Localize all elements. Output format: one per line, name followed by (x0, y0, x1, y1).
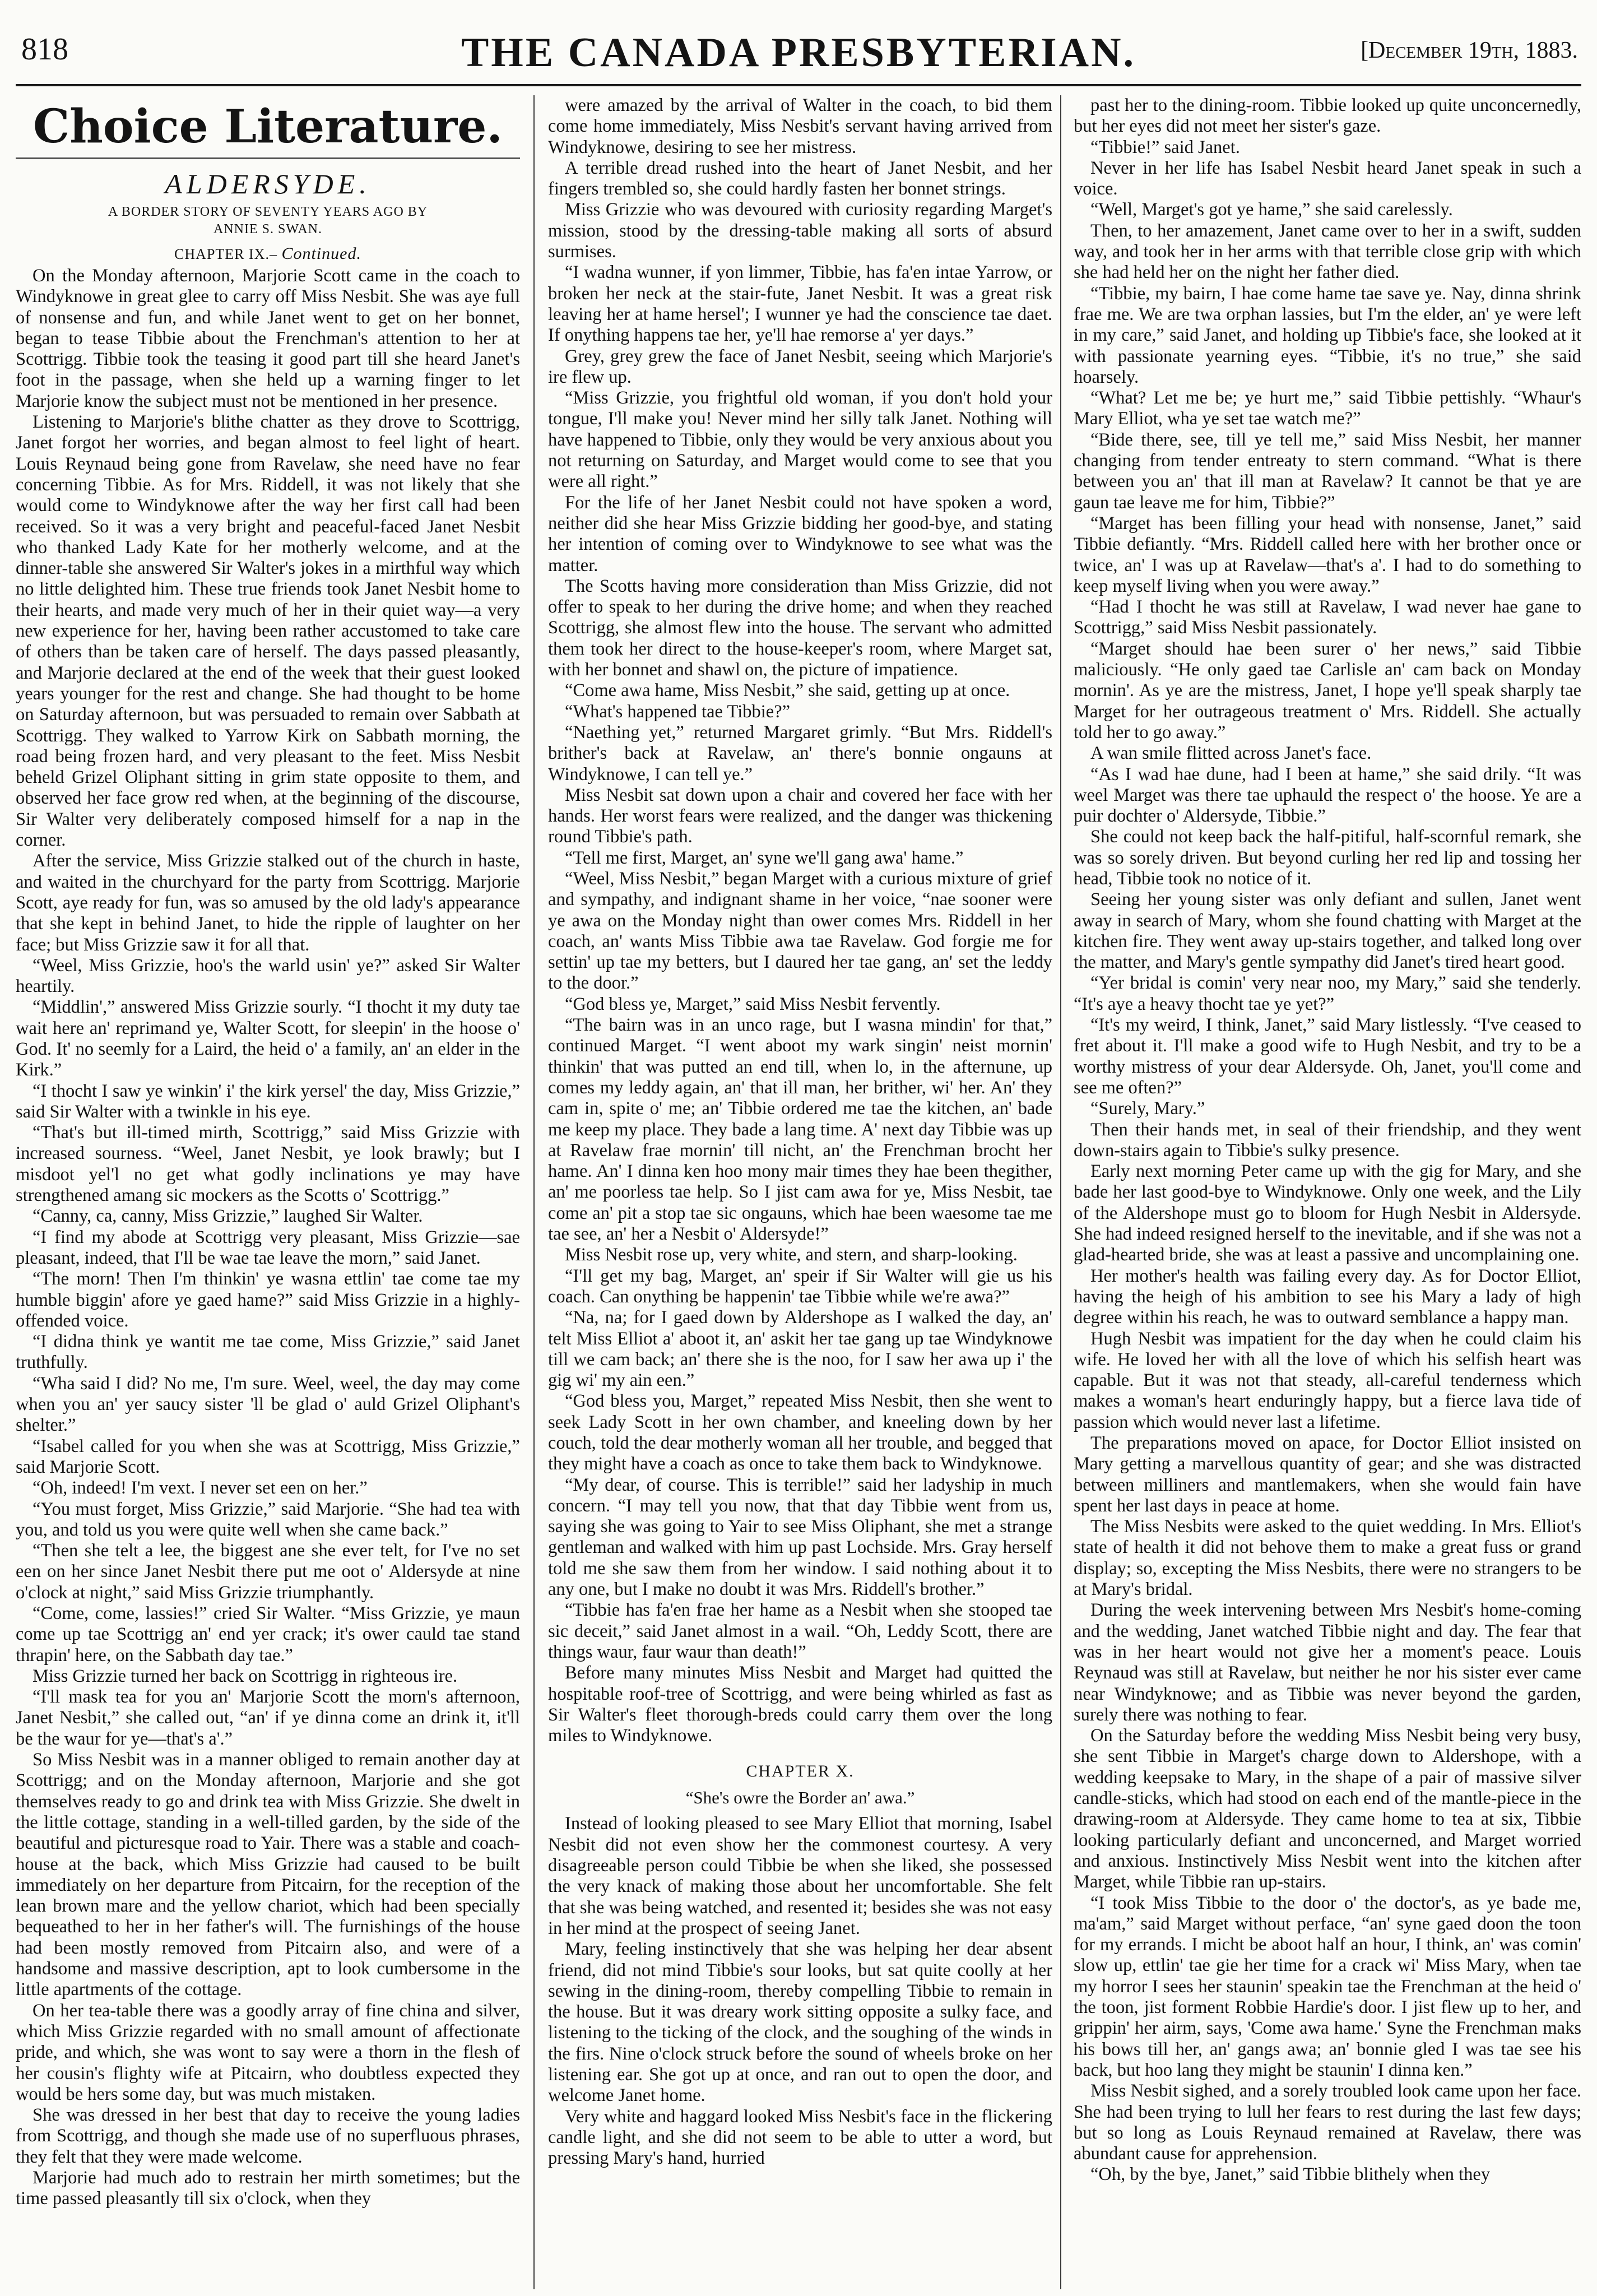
paragraph: “I thocht I saw ye winkin' i' the kirk yersel' the day, Miss Grizzie,” said Sir Walter with a twinkle in his eye. (16, 1080, 520, 1122)
story-subtitle: A BORDER STORY OF SEVENTY YEARS AGO BY (108, 205, 428, 219)
paragraph: “Had I thocht he was still at Ravelaw, I wad never hae gane to Scottrigg,” said Miss Nesbit passionately. (1074, 597, 1581, 638)
paragraph: “Weel, Miss Nesbit,” began Marget with a curious mixture of grief and sympathy, and indignant shame in her voice, “nae sooner were ye awa on the Monday night than ower comes Mrs. Riddell in her coach, an' wants Miss Tibbie awa tae Ravelaw. God forgie me for settin' up tae my betters, but I daured her tae gang, an' set the leddy to the door.” (548, 868, 1052, 994)
column-2 (548, 95, 1052, 2289)
column-body (16, 266, 520, 2210)
paragraph: “My dear, of course. This is terrible!” said her ladyship in much concern. “I may tell you now, that that day Tibbie went from us, saying she was going to Yair to see Miss Oliphant, she met a strange gentleman and walked with him up past Lochside. Mrs. Gray herself told me she saw them from her window. I said nothing about it to any one, but I make no doubt it was Mrs. Riddell's brother.” (548, 1474, 1052, 1600)
paragraph: The preparations moved on apace, for Doctor Elliot insisted on Mary getting a marvellous quantity of gear; and she was distracted between milliners and mantlemakers, when she would fain have spent her last days in peace at home. (1074, 1433, 1581, 1516)
paragraph: The Scotts having more consideration than Miss Grizzie, did not offer to speak to her during the drive home; and when they reached Scottrigg, she almost flew into the house. The servant who admitted them took her direct to the house-keeper's room, where Marget sat, with her bonnet and shawl on, the picture of impatience. (548, 576, 1052, 680)
paragraph: “Isabel called for you when she was at Scottrigg, Miss Grizzie,” said Marjorie Scott. (16, 1436, 520, 1477)
column-body (548, 1813, 1052, 2169)
paragraph: “I didna think ye wantit me tae come, Miss Grizzie,” said Janet truthfully. (16, 1332, 520, 1373)
paragraph: “Tibbie, my bairn, I hae come hame tae save ye. Nay, dinna shrink frae me. We are twa orphan lassies, but I'm the elder, an' ye were left in my care,” said Janet, and holding up Tibbie's face, she looked at it with passionate yearning eyes. “Tibbie, it's no true,” she said hoarsely. (1074, 283, 1581, 387)
paragraph: Early next morning Peter came up with the gig for Mary, and she bade her last good-bye to Windyknowe. Only one week, and the Lily of the Aldershope must go to bloom for Hugh Nesbit in Aldersyde. She had indeed resigned herself to the inevitable, and if she was not a glad-hearted bride, she was at least a passive and uncomplaining one. (1074, 1161, 1581, 1265)
paragraph: Her mother's health was failing every day. As for Doctor Elliot, having the heigh of his ambition to see his Mary a lady of high degree within his reach, he was to outward semblance a happy man. (1074, 1265, 1581, 1328)
paragraph: Miss Nesbit rose up, very white, and stern, and sharp-looking. (565, 1245, 1018, 1265)
paragraph: “Well, Marget's got ye hame,” she said carelessly. (1090, 200, 1453, 220)
paragraph: Before many minutes Miss Nesbit and Marget had quitted the hospitable roof-tree of Scottrigg, and were being whirled as fast as Sir Walter's fleet thorough-breds could carry them over the long miles to Windyknowe. (548, 1663, 1052, 1746)
paragraph: “It's my weird, I think, Janet,” said Mary listlessly. “I've ceased to fret about it. I'll make a good wife to Hugh Nesbit, and try to be a worthy mistress of your dear Aldersyde. Oh, Janet, you'll come and see me often?” (1074, 1015, 1581, 1098)
paragraph: “Bide there, see, till ye tell me,” said Miss Nesbit, her manner changing from tender entreaty to stern command. “What is there between you an' that ill man at Ravelaw? It cannot be that ye are gaun tae leave me for him, Tibbie?” (1074, 429, 1581, 513)
paragraph: “Weel, Miss Grizzie, hoo's the warld usin' ye?” asked Sir Walter heartily. (16, 955, 520, 997)
paragraph: “You must forget, Miss Grizzie,” said Marjorie. “She had tea with you, and told us you were quite well when she came back.” (16, 1499, 520, 1540)
paragraph: So Miss Nesbit was in a manner obliged to remain another day at Scottrigg; and on the Monday afternoon, Marjorie and she got themselves ready to go and drink tea with Miss Grizzie. She dwelt in the little cottage, standing in a well-tilled garden, by the side of the beautiful and picturesque road to Yair. There was a stable and coach-house at the back, which Miss Grizzie had caused to be built immediately on her departure from Pitcairn, for the reception of the lean brown mare and the yellow chariot, which had been specially bequeathed to her in her father's will. The furnishings of the house had been mostly removed from Pitcairn also, and were of a handsome and massive description, apt to look cumbersome in the little apartments of the cottage. (16, 1750, 520, 2000)
paragraph: Very white and haggard looked Miss Nesbit's face in the flickering candle light, and she did not seem to be able to utter a word, but pressing Mary's hand, hurried (548, 2106, 1052, 2169)
paragraph: “Tell me first, Marget, an' syne we'll gang awa' hame.” (565, 847, 964, 868)
paragraph: She was dressed in her best that day to receive the young ladies from Scottrigg, and though she made use of no superfluous phrases, they felt that they were made welcome. (16, 2105, 520, 2167)
paragraph: “What? Let me be; ye hurt me,” said Tibbie pettishly. “Whaur's Mary Elliot, wha ye set tae watch me?” (1074, 388, 1581, 429)
paragraph: “Tibbie has fa'en frae her hame as a Nesbit when she stooped tae sic deceit,” said Janet almost in a wail. “Oh, Leddy Scott, there are things waur, faur waur than death!” (548, 1600, 1052, 1662)
article-columns (16, 95, 1581, 2289)
paragraph: After the service, Miss Grizzie stalked out of the church in haste, and waited in the churchyard for the party from Scottrigg. Marjorie Scott, aye ready for fun, was so amused by the old lady's appearance that she kept in behind Janet, to hide the ripple of laughter on her face; but Miss Grizzie saw it for all that. (16, 851, 520, 955)
paragraph: “Canny, ca, canny, Miss Grizzie,” laughed Sir Walter. (33, 1206, 423, 1227)
paragraph: “I took Miss Tibbie to the door o' the doctor's, as ye bade me, ma'am,” said Marget without perface, “an' syne gaed doon the toon for my errands. I micht be aboot half an hour, I think, an' was comin' slow up, ettlin' tae gie her time for a crack wi' Miss Mary, when tae my horror I sees her staunin' speakin tae the Frenchman at the heid o' the toon, jist forment Robbie Hardie's door. I jist flew up to her, and grippin' her airm, says, 'Come awa hame.' Syne the Frenchman maks his bows till her, an' gangs awa; an' bonnie gled I was tae see his back, but hoo lang they might be staunin' I dinna ken.” (1074, 1893, 1581, 2080)
paragraph: On the Monday afternoon, Marjorie Scott came in the coach to Windyknowe in great glee to carry off Miss Nesbit. She was aye full of nonsense and fun, and while Janet went to get on her bonnet, began to tease Tibbie about the Frenchman's attention to her at Scottrigg. Tibbie took the teasing it good part till she heard Janet's foot in the passage, when she held up a warning finger to let Marjorie know the subject must not be mentioned in her presence. (16, 266, 520, 411)
paragraph: A terrible dread rushed into the heart of Janet Nesbit, and her fingers trembled so, she could hardly fasten her bonnet strings. (548, 157, 1052, 200)
paragraph: Seeing her young sister was only defiant and sullen, Janet went away in search of Mary, whom she found chatting with Marget at the kitchen fire. They went away up-stairs together, and talked long over the matter, and Mary's gentle sympathy did Janet's tired heart good. (1074, 889, 1581, 973)
paragraph: Listening to Marjorie's blithe chatter as they drove to Scottrigg, Janet forgot her worries, and began almost to feel light of heart. Louis Reynaud being gone from Ravelaw, she need have no fear concerning Tibbie. As for Mrs. Riddell, it was not likely that she would come to Windyknowe after the way her first call had been received. So it was a very bright and peaceful-faced Janet Nesbit who thanked Lady Kate for her motherly welcome, and at the dinner-table she answered Sir Walter's jokes in a mirthful way which no little delighted him. These true friends took Janet Nesbit home to their hearts, and made very much of her in their quiet way—a very new experience for her, having been rather accustomed to take care of others than be taken care of herself. The days passed pleasantly, and Marjorie declared at the end of the week that their guest looked years younger for the rest and change. She had thought to be home on Saturday afternoon, but was persuaded to remain over Sabbath at Scottrigg. They walked to Yarrow Kirk on Sabbath morning, the road being frozen hard, and very pleasant to the feet. Miss Nesbit beheld Grizel Oliphant sitting in grim state opposite to them, and observed her face grow red when, at the beginning of the discourse, Sir Walter very deliberately composed himself for a nap in the corner. (16, 412, 520, 851)
section-title: Choice Literature. (16, 100, 520, 159)
paragraph: The Miss Nesbits were asked to the quiet wedding. In Mrs. Elliot's state of health it did not behove them to make a great fuss or grand display; so, excepting the Miss Nesbits, there were no strangers to be at Mary's bridal. (1074, 1516, 1581, 1600)
paragraph: “Na, na; for I gaed down by Aldershope as I walked the day, an' telt Miss Elliot a' aboot it, an' askit her tae gang up tae Windyknowe till we cam back; an' there she is the noo, for I saw her awa up i' the gig wi' my ain een.” (548, 1307, 1052, 1391)
chapter-heading: CHAPTER X. (746, 1762, 855, 1781)
paragraph: “Yer bridal is comin' very near noo, my Mary,” said she tenderly. “It's aye a heavy thocht tae ye yet?” (1074, 973, 1581, 1014)
column-rule (533, 95, 535, 2289)
paragraph: A wan smile flitted across Janet's face. (1090, 743, 1372, 764)
paragraph: “The bairn was in an unco rage, but I wasna mindin' for that,” continued Marget. “I went aboot my wark singin' neist mornin' thinkin' that was putted an end till, when lo, in the afternune, up comes my leddy again, an' that ill man, her brither, wi' her. An' they cam in, spite o' me; an' Tibbie ordered me tae the kitchen, an' bade me keep my place. They bade a lang time. A' next day Tibbie was up at Ravelaw frae mornin' till nicht, an' the Frenchman brocht her hame. An' I dinna ken hoo mony mair times they hae been thegither, an' me poorless tae help. So I jist cam awa for ye, Miss Nesbit, tae come an' pit a stop tae sic ongauns, which hae been waesome tae me tae see, an' her a Nesbit o' Aldersyde!” (548, 1015, 1052, 1245)
story-title: ALDERSYDE. (165, 168, 371, 200)
paragraph: Mary, feeling instinctively that she was helping her dear absent friend, did not mind Tibbie's sour looks, but sat quite coolly at her sewing in the dining-room, thereby compelling Tibbie to remain in the house. But it was dreary work sitting opposite a sulky face, and listening to the ticking of the clock, and the soughing of the winds in the firs. Nine o'clock struck before the sound of wheels broke on her listening ear. She got up at once, and ran out to open the door, and welcome Janet home. (548, 1939, 1052, 2106)
paragraph: “Marget has been filling your head with nonsense, Janet,” said Tibbie defiantly. “Mrs. Riddell called here with her brother once or twice, an' I was up at Ravelaw—that's a'. I had to do something to keep myself living when you were away.” (1074, 513, 1581, 596)
paragraph: Hugh Nesbit was impatient for the day when he could claim his wife. He loved her with all the love of which his selfish heart was capable. But it was not that steady, all-careful tenderness which makes a woman's heart enduringly happy, but a fierce lava tide of passion which would never last a lifetime. (1074, 1328, 1581, 1432)
paragraph: “Then she telt a lee, the biggest ane she ever telt, for I've no set een on her since Janet Nesbit there put me oot o' Aldersyde at nine o'clock at night,” said Miss Grizzie triumphantly. (16, 1541, 520, 1603)
paragraph: Miss Grizzie who was devoured with curiosity regarding Marget's mission, stood by the dressing-table making all sorts of absurd surmises. (548, 200, 1052, 262)
paragraph: “Wha said I did? No me, I'm sure. Weel, weel, the day may come when you an' yer saucy sister 'll be glad o' auld Grizel Oliphant's shelter.” (16, 1373, 520, 1436)
masthead (16, 21, 1581, 86)
paragraph: “Come, come, lassies!” cried Sir Walter. “Miss Grizzie, ye maun come up tae Scottrigg an' end yer crack; it's ower cauld tae stand thrapin' here, on the Sabbath day tae.” (16, 1603, 520, 1666)
paragraph: Miss Nesbit sighed, and a sorely troubled look came upon her face. She had been trying to lull her fears to rest during the last few days; but so long as Louis Reynaud remained at Ravelaw, there was abundant cause for apprehension. (1074, 2081, 1581, 2164)
paragraph: “Marget should hae been surer o' her news,” said Tibbie maliciously. “He only gaed tae Carlisle an' cam back on Monday mornin'. As ye are the mistress, Janet, I hope ye'll speak sharply tae Marget for her outrageous treatment o' Mrs. Riddell. She actually told her to go away.” (1074, 638, 1581, 743)
newspaper-title: THE CANADA PRESBYTERIAN. (461, 30, 1136, 76)
paragraph: Instead of looking pleased to see Mary Elliot that morning, Isabel Nesbit did not even show her the commonest courtesy. A very disagreeable person could Tibbie be when she liked, she possessed the very knack of making those about her uncomfortable. She felt that she was being watched, and resented it; besides she was not easy in her mind at the prospect of seeing Janet. (548, 1813, 1052, 1938)
paragraph: “I'll get my bag, Marget, an' speir if Sir Walter will gie us his coach. Can onything be happenin' tae Tibbie while we're awa?” (548, 1265, 1052, 1307)
paragraph: On her tea-table there was a goodly array of fine china and silver, which Miss Grizzie regarded with no small amount of affectionate pride, and which, she was wont to say were a thorn in the flesh of her cousin's flighty wife at Pitcairn, who doubtless expected they would be hers some day, but was much mistaken. (16, 2000, 520, 2104)
paragraph: “Oh, indeed! I'm vext. I never set een on her.” (33, 1478, 368, 1499)
paragraph: “God bless ye, Marget,” said Miss Nesbit fervently. (565, 994, 941, 1014)
column-1 (16, 95, 520, 2289)
paragraph: “I'll mask tea for you an' Marjorie Scott the morn's afternoon, Janet Nesbit,” she called out, “an' if ye dinna come an drink it, it'll be the waur for ye—that's a'.” (16, 1687, 520, 1749)
paragraph: “That's but ill-timed mirth, Scottrigg,” said Miss Grizzie with increased sourness. “Weel, Janet Nesbit, ye look brawly; but I misdoot yel'l no get what godly inclinations ye may have strengthened amang sic mockers as the Scotts o' Scottrigg.” (16, 1123, 520, 1206)
paragraph: On the Saturday before the wedding Miss Nesbit being very busy, she sent Tibbie in Marget's charge down to Aldershope, with a wedding keepsake to Mary, in the shape of a pair of massive silver candle-sticks, which had stood on each end of the mantle-piece in the drawing-room at Aldersyde. They came home to tea at six, Tibbie looking particularly defiant and unconcerned, and Marget worried and anxious. Instinctively Miss Nesbit went into the kitchen after Marget, while Tibbie ran up-stairs. (1074, 1726, 1581, 1893)
paragraph: “Middlin',” answered Miss Grizzie sourly. “I thocht it my duty tae wait here an' reprimand ye, Walter Scott, for sleepin' in the hoose o' God. It' no seemly for a Laird, the heid o' a family, an' an elder in the Kirk.” (16, 997, 520, 1080)
chapter-label: CHAPTER IX.– (174, 246, 277, 262)
paragraph: “Tibbie!” said Janet. (1090, 137, 1240, 157)
chapter-continued: Continued. (281, 244, 361, 263)
paragraph: “Naething yet,” returned Margaret grimly. “But Mrs. Riddell's brither's back at Ravelaw, an' there's bonnie ongauns at Windyknowe, I can tell ye.” (548, 722, 1052, 785)
paragraph: “Miss Grizzie, you frightful old woman, if you don't hold your tongue, I'll make you! Never mind her silly talk Janet. Nothing will have happened to Tibbie, only they would be very anxious about you not returning on Saturday, and Marget would come to see that you were all right.” (548, 388, 1052, 492)
paragraph: Miss Grizzie turned her back on Scottrigg in righteous ire. (33, 1666, 458, 1686)
paragraph: “What's happened tae Tibbie?” (565, 701, 791, 722)
paragraph: “Come awa hame, Miss Nesbit,” she said, getting up at once. (565, 680, 1010, 701)
chapter-epigraph: “She's owre the Border an' awa.” (685, 1788, 915, 1808)
paragraph: Then their hands met, in seal of their friendship, and they went down-stairs again to Tibbie's sulky presence. (1074, 1119, 1581, 1161)
paragraph: For the life of her Janet Nesbit could not have spoken a word, neither did she hear Miss Grizzie bidding her good-bye, and stating her intention of coming over to Windyknowe to see what was the matter. (548, 492, 1052, 576)
column-body (548, 95, 1052, 1746)
paragraph: past her to the dining-room. Tibbie looked up quite unconcernedly, but her eyes did not meet her sister's gaze. (1074, 95, 1581, 137)
story-author: ANNIE S. SWAN. (213, 222, 322, 236)
paragraph: Then, to her amazement, Janet came over to her in a swift, sudden way, and took her in her arms with that terrible close grip with which she had held her on the night her father died. (1074, 220, 1581, 283)
paragraph: were amazed by the arrival of Walter in the coach, to bid them come home immediately, Miss Nesbit's servant having arrived from Windyknowe, desiring to see her mistress. (548, 95, 1052, 157)
paragraph: “The morn! Then I'm thinkin' ye wasna ettlin' tae come tae my humble biggin' afore ye gaed hame?” said Miss Grizzie in a highly-offended voice. (16, 1269, 520, 1331)
column-3 (1074, 95, 1581, 2289)
paragraph: Grey, grey grew the face of Janet Nesbit, seeing which Marjorie's ire flew up. (548, 346, 1052, 387)
paragraph: “I wadna wunner, if yon limmer, Tibbie, has fa'en intae Yarrow, or broken her neck at the stair-fute, Janet Nesbit. It was a great risk leaving her at hame hersel'; I wunner ye had the conscience tae daet. If onything happens tae her, ye'll hae remorse a' yer days.” (548, 262, 1052, 346)
paragraph: Never in her life has Isabel Nesbit heard Janet speak in such a voice. (1074, 157, 1581, 200)
column-rule (1060, 95, 1061, 2289)
paragraph: “I find my abode at Scottrigg very pleasant, Miss Grizzie—sae pleasant, indeed, that I'll be wae tae leave the morn,” said Janet. (16, 1227, 520, 1268)
paragraph: “Surely, Mary.” (1090, 1098, 1205, 1119)
paragraph: During the week intervening between Mrs Nesbit's home-coming and the wedding, Janet watched Tibbie night and day. The fear that was in her heart would not give her a moment's peace. Louis Reynaud was still at Ravelaw, but neither he nor his sister ever came near Windyknowe; and as Tibbie was never beyond the garden, surely there was nothing to fear. (1074, 1600, 1581, 1725)
paragraph: “As I wad hae dune, had I been at hame,” she said drily. “It was weel Marget was there tae uphauld the respect o' the hoose. Ye are a puir dochter o' Aldersyde, Tibbie.” (1074, 764, 1581, 827)
paragraph: She could not keep back the half-pitiful, half-scornful remark, she was so sorely driven. But beyond curling her red lip and tossing her head, Tibbie took no notice of it. (1074, 827, 1581, 889)
chapter-heading (16, 244, 520, 265)
column-body (1074, 95, 1581, 2186)
paragraph: Marjorie had much ado to restrain her mirth sometimes; but the time passed pleasantly till six o'clock, when they (16, 2168, 520, 2209)
issue-date: [December 19th, 1883. (1361, 38, 1578, 63)
paragraph: “Oh, by the bye, Janet,” said Tibbie blithely when they (1090, 2164, 1491, 2185)
paragraph: Miss Nesbit sat down upon a chair and covered her face with her hands. Her worst fears were realized, and the danger was thickening round Tibbie's path. (548, 785, 1052, 847)
paragraph: “God bless you, Marget,” repeated Miss Nesbit, then she went to seek Lady Scott in her own chamber, and kneeling down by her couch, told the dear motherly woman all her trouble, and begged that they might have a coach as once to take them back to Windyknowe. (548, 1391, 1052, 1474)
page-number: 818 (21, 32, 68, 67)
